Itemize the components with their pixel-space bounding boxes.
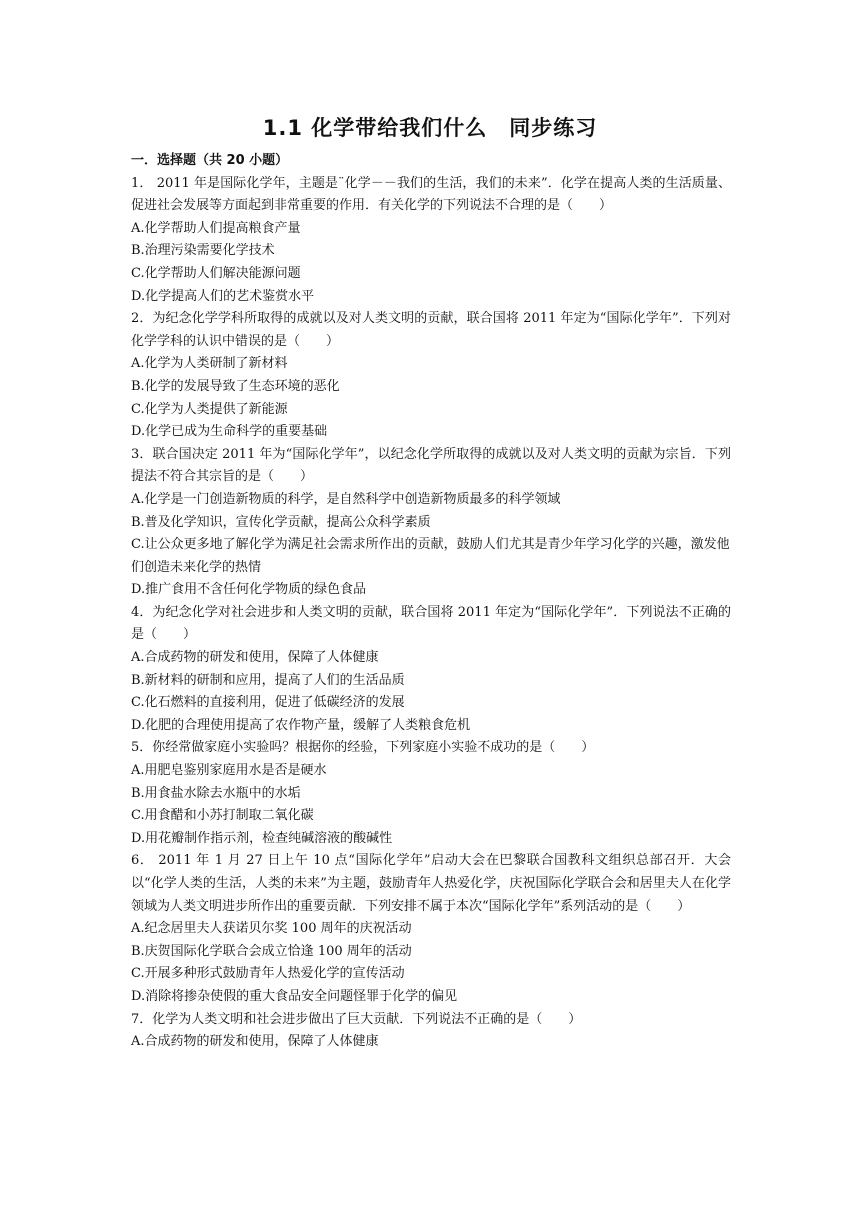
- option-c: C.化石燃料的直接利用，促进了低碳经济的发展: [131, 695, 405, 711]
- option-d: D.化学提高人们的艺术鉴赏水平: [131, 288, 315, 304]
- option-a: A.纪念居里夫人获诺贝尔奖 100 周年的庆祝活动: [131, 921, 412, 937]
- page-title: 1.1 化学带给我们什么 同步练习: [262, 116, 598, 140]
- option-b: B.治理污染需要化学技术: [131, 243, 275, 259]
- question-stem: 1． 2011 年是国际化学年，主题是¨化学－－我们的生活，我们的未来”．化学在提高人类的生活质量、促进社会发展等方面起到非常重要的作用．有关化学的下列说法不合理的是（ ）: [131, 175, 731, 214]
- question-stem: 5．你经常做家庭小实验吗？根据你的经验，下列家庭小实验不成功的是（ ）: [131, 740, 595, 756]
- question-5: [131, 737, 731, 850]
- question-stem: 6． 2011 年 1 月 27 日上午 10 点“国际化学年”启动大会在巴黎联合国教科文组织总部召开．大会以“化学人类的生活，人类的未来”为主题，鼓励青年人热爱化学，庆祝国际化学联合会和居里夫人在化学领域为人类文明进步所作出的重要贡献．下列安排不属于本次“国际化学年”系列活动的是（ ）: [131, 853, 731, 914]
- option-c: C.让公众更多地了解化学为满足社会需求所作出的贡献，鼓励人们尤其是青少年学习化学的兴趣，激发他们创造未来化学的热情: [131, 537, 730, 575]
- section-heading: 一．选择题（共 20 小题）: [131, 153, 289, 168]
- option-d: D.消除将掺杂使假的重大食品安全问题怪罪于化学的偏见: [131, 988, 458, 1004]
- option-a: A.化学帮助人们提高粮食产量: [131, 220, 301, 236]
- option-a: A.合成药物的研发和使用，保障了人体健康: [131, 650, 379, 666]
- question-stem: 7．化学为人类文明和社会进步做出了巨大贡献．下列说法不正确的是（ ）: [131, 1011, 582, 1027]
- option-c: C.开展多种形式鼓励青年人热爱化学的宣传活动: [131, 966, 405, 982]
- question-4: [131, 602, 731, 738]
- option-b: B.化学的发展导致了生态环境的恶化: [131, 378, 340, 394]
- option-a: A.用肥皂鉴别家庭用水是否是硬水: [131, 763, 327, 779]
- option-a: A.化学是一门创造新物质的科学，是自然科学中创造新物质最多的科学领域: [131, 491, 561, 507]
- question-stem: 3．联合国决定 2011 年为“国际化学年”，以纪念化学所取得的成就以及对人类文明的贡献为宗旨．下列提法不符合其宗旨的是（ ）: [131, 446, 731, 485]
- option-d: D.用花瓣制作指示剂，检查纯碱溶液的酸碱性: [131, 830, 393, 846]
- option-d: D.推广食用不含任何化学物质的绿色食品: [131, 582, 367, 598]
- option-a: A.化学为人类研制了新材料: [131, 356, 288, 372]
- option-d: D.化学已成为生命科学的重要基础: [131, 424, 328, 440]
- option-d: D.化肥的合理使用提高了农作物产量，缓解了人类粮食危机: [131, 717, 471, 733]
- option-b: B.用食盐水除去水瓶中的水垢: [131, 785, 301, 801]
- question-7: [131, 1009, 731, 1054]
- question-stem: 4．为纪念化学对社会进步和人类文明的贡献，联合国将 2011 年定为“国际化学年”．下列说法不正确的是（ ）: [131, 604, 731, 643]
- option-c: C.化学为人类提供了新能源: [131, 401, 288, 417]
- question-2: [131, 308, 731, 444]
- option-c: C.用食醋和小苏打制取二氧化碳: [131, 808, 314, 824]
- option-a: A.合成药物的研发和使用，保障了人体健康: [131, 1034, 379, 1050]
- option-b: B.庆贺国际化学联合会成立恰逢 100 周年的活动: [131, 943, 412, 959]
- question-1: [131, 173, 731, 309]
- option-c: C.化学帮助人们解决能源问题: [131, 265, 301, 281]
- question-6: [131, 850, 731, 1008]
- option-b: B.普及化学知识，宣传化学贡献，提高公众科学素质: [131, 514, 431, 530]
- document-body: [131, 150, 731, 1054]
- question-3: [131, 444, 731, 602]
- question-stem: 2．为纪念化学学科所取得的成就以及对人类文明的贡献，联合国将 2011 年定为“国际化学年”．下列对化学学科的认识中错误的是（ ）: [131, 311, 731, 349]
- option-b: B.新材料的研制和应用，提高了人们的生活品质: [131, 672, 405, 688]
